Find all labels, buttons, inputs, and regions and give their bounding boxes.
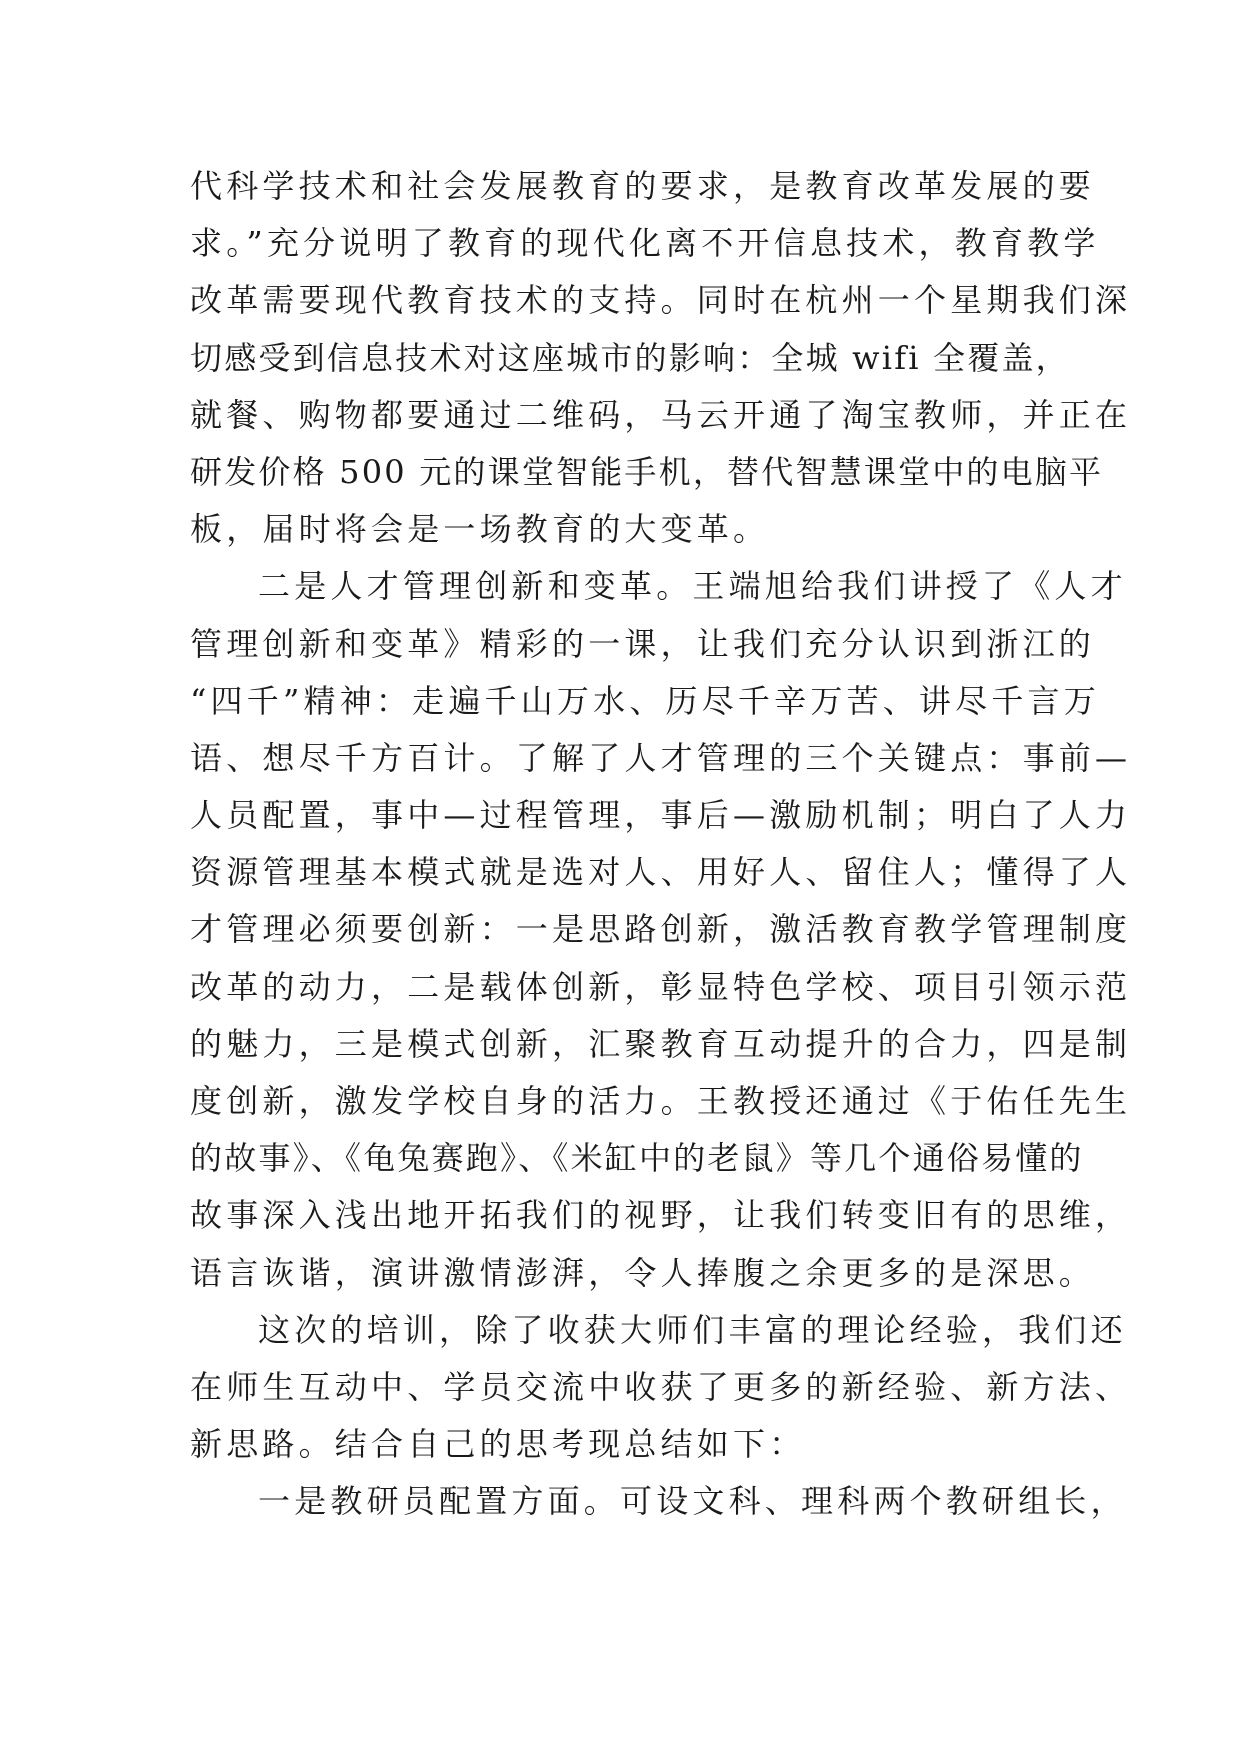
- text-line: 的故事》、《龟兔赛跑》、《米缸中的老鼠》等几个通俗易懂的: [190, 1139, 1084, 1178]
- text-line: 才管理必须要创新：一是思路创新，激活教育教学管理制度: [190, 910, 1132, 949]
- text-line: 切感受到信息技术对这座城市的影响：全城 wifi 全覆盖，: [190, 338, 1070, 377]
- text-line: 的魅力，三是模式创新，汇聚教育互动提升的合力，四是制: [190, 1024, 1132, 1063]
- text-line: 度创新，激发学校自身的活力。王教授还通过《于佑任先生: [190, 1082, 1132, 1120]
- text-line: 管理创新和变革》精彩的一课，让我们充分认识到浙江的: [190, 624, 1096, 663]
- text-line: 语言诙谐，演讲激情澎湃，令人捧腹之余更多的是深思。: [190, 1253, 1096, 1292]
- text-line: 改革的动力，二是载体创新，彰显特色学校、项目引领示范: [190, 967, 1132, 1006]
- text-line: 故事深入浅出地开拓我们的视野，让我们转变旧有的思维，: [190, 1196, 1132, 1235]
- text-line: 语、想尽千方百计。了解了人才管理的三个关键点：事前—: [190, 738, 1132, 777]
- body-text: [190, 158, 1132, 1531]
- text-line: 资源管理基本模式就是选对人、用好人、留住人；懂得了人: [190, 853, 1132, 892]
- text-line: 在师生互动中、学员交流中收获了更多的新经验、新方法、: [190, 1367, 1132, 1406]
- text-line: 人员配置，事中—过程管理，事后—激励机制；明白了人力: [190, 796, 1132, 835]
- text-line: 求。”充分说明了教育的现代化离不开信息技术，教育教学: [190, 224, 1100, 263]
- text-line: 板，届时将会是一场教育的大变革。: [190, 510, 770, 549]
- text-line: 新思路。结合自己的思考现总结如下：: [190, 1425, 806, 1464]
- text-line: 代科学技术和社会发展教育的要求，是教育改革发展的要: [190, 167, 1096, 205]
- text-line: 就餐、购物都要通过二维码，马云开通了淘宝教师，并正在: [190, 395, 1132, 434]
- paragraph-start-line: 二是人才管理创新和变革。王端旭给我们讲授了《人才: [258, 567, 1127, 606]
- text-line: 研发价格 500 元的课堂智能手机，替代智慧课堂中的电脑平: [190, 452, 1104, 491]
- text-line: 改革需要现代教育技术的支持。同时在杭州一个星期我们深: [190, 281, 1132, 320]
- text-line: “四千”精神：走遍千山万水、历尽千辛万苦、讲尽千言万: [190, 681, 1100, 720]
- paragraph-start-line: 这次的培训，除了收获大师们丰富的理论经验，我们还: [258, 1310, 1127, 1349]
- paragraph-start-line: 一是教研员配置方面。可设文科、理科两个教研组长，: [258, 1482, 1127, 1521]
